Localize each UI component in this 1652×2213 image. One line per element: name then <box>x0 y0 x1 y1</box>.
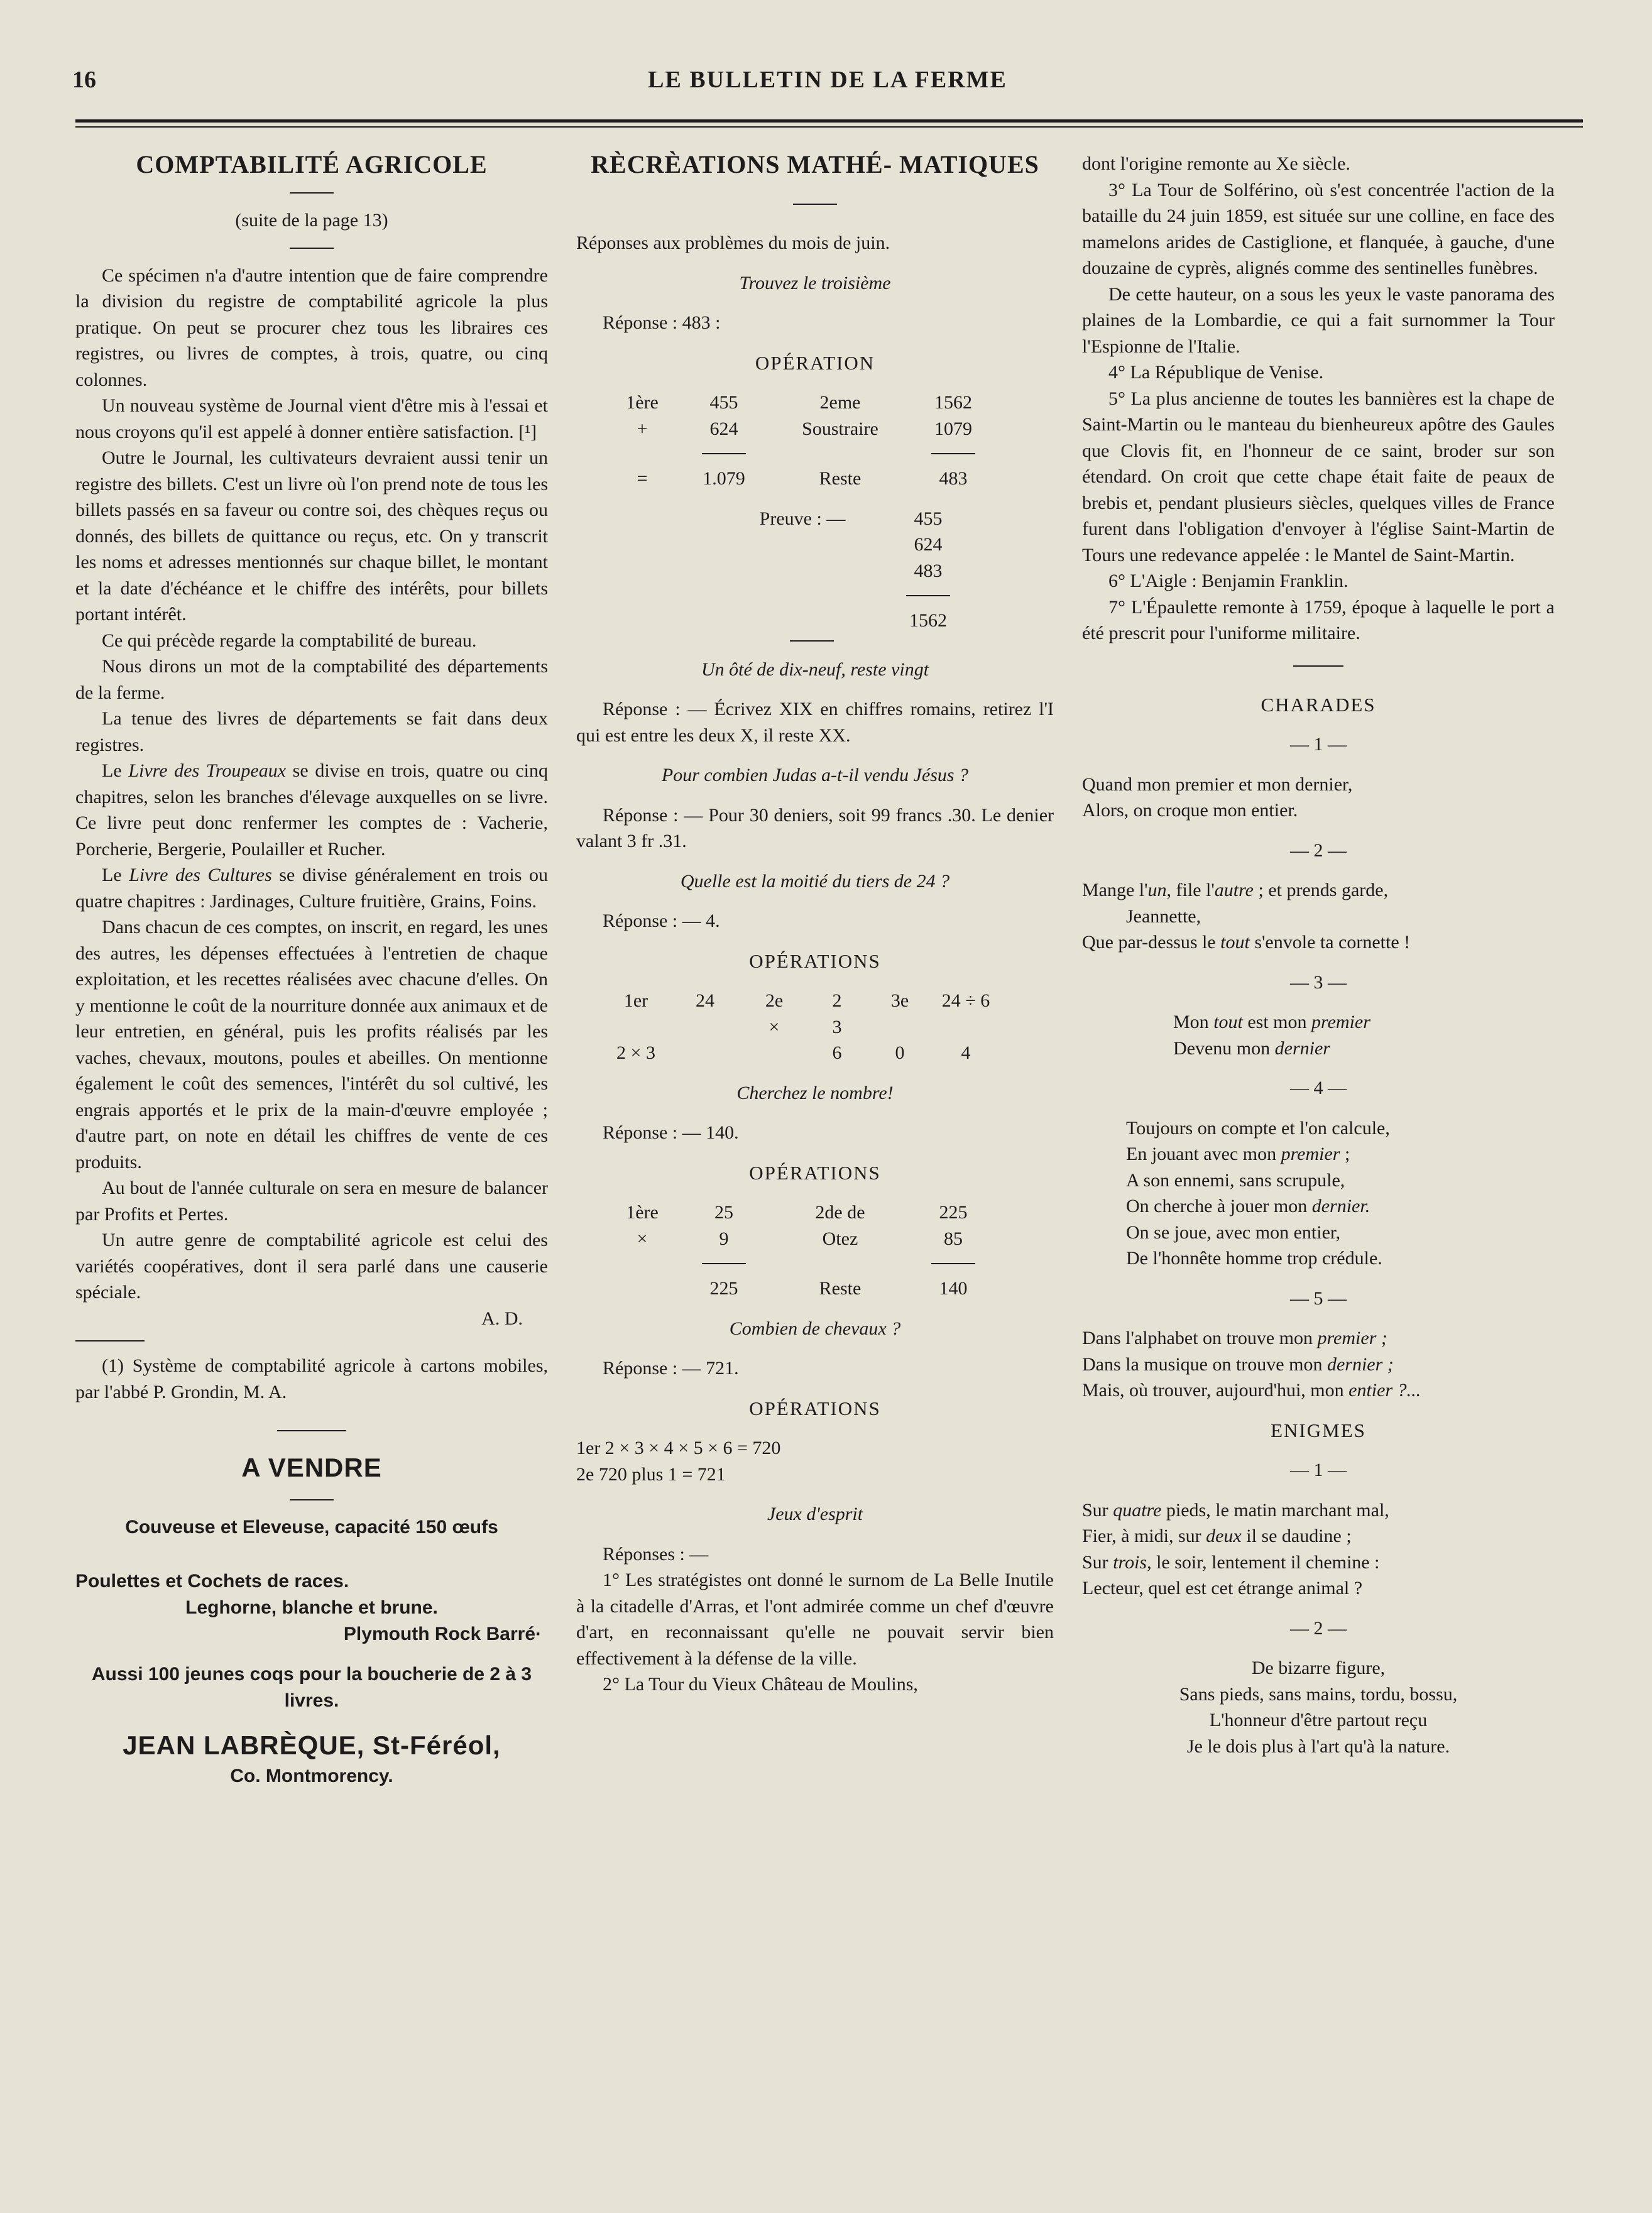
answer: Réponses : — <box>603 1543 709 1565</box>
footnote: (1) Système de comptabilité agricole à cartons mobiles, par l'abbé P. Grondin, M. A. <box>75 1355 548 1402</box>
article-title: COMPTABILITÉ AGRICOLE <box>136 150 488 178</box>
operation-heading: OPÉRATIONS <box>749 1397 881 1419</box>
separator <box>790 640 834 642</box>
section-heading: CHARADES <box>1261 693 1376 716</box>
column-jeux <box>1082 151 1555 1759</box>
operation-table: 1er 24 2e 2 3e 24 ÷ 6 × 3 2 × 3 6 0 4 <box>616 990 990 1063</box>
column-comptabilite <box>75 151 548 1790</box>
running-title: LE BULLETIN DE LA FERME <box>648 67 1007 93</box>
answer: Réponse : — 140. <box>603 1122 739 1143</box>
problem-title: Jeux d'esprit <box>767 1504 863 1524</box>
paragraph: Nous dirons un mot de la comptabilité des départements de la ferme. <box>75 656 548 703</box>
page-number: 16 <box>72 67 96 93</box>
answer: Réponse : 483 : <box>603 312 721 333</box>
operation-heading: OPÉRATION <box>755 351 875 374</box>
enigme-2: De bizarre figure, Sans pieds, sans mains, tordu, bossu, L'honneur d'être partout reçu Je le dois plus à l'art qu'à la nature. <box>1179 1658 1458 1757</box>
answer-item: 4° La République de Venise. <box>1108 362 1324 383</box>
answer: Réponse : — 721. <box>603 1358 739 1379</box>
ad-line: Aussi 100 jeunes coqs pour la boucherie de 2 à 3 livres. <box>91 1664 532 1711</box>
answer: Réponse : — Pour 30 deniers, soit 99 francs .30. Le denier valant 3 fr .31. <box>576 804 1054 851</box>
charade-2: Mange l'un, file l'autre ; et prends garde, Jeannette, Que par-dessus le tout s'envole ta cornette ! <box>1082 880 1411 953</box>
ad-line: Poulettes et Cochets de races. <box>75 1571 349 1592</box>
ad-seller-county: Co. Montmorency. <box>230 1766 393 1786</box>
answer-item: 2° La Tour du Vieux Château de Moulins, <box>603 1674 918 1695</box>
signature: A. D. <box>481 1308 523 1329</box>
answer-item: De cette hauteur, on a sous les yeux le vaste panorama des plaines de la Lombardie, ce qui a fait surnommer la Tour l'Espionne de l'Italie. <box>1082 283 1555 357</box>
paragraph: Outre le Journal, les cultivateurs devraient aussi tenir un registre des billets. C'est un livre où l'on prend note de tous les billets passés en sa faveur ou contre soi, des chèques reçus ou donnés, des billets de quittance ou reçus, etc. On y transcrit les noms et adresses mentionnés sur chaque billet, le montant et la date d'échéance et le chiffre des intérêts, pour billets portant intérêt. <box>75 447 548 625</box>
answer-item: 3° La Tour de Solférino, où s'est concentrée l'action de la bataille du 24 juin 1859, est située sur une colline, en face des mamelons arides de Castiglione, et flanquée, à gauche, d'une douzaine de cyprès, alignés comme des sentinelles funèbres. <box>1082 179 1555 278</box>
paragraph: Ce spécimen n'a d'autre intention que de faire comprendre la division du registre de comptabilité agricole la plus pratique. On peut se procurer chez tous les libraires ces registres, ou livres de comptes, à trois, quatre, ou cinq colonnes. <box>75 265 548 390</box>
intro: Réponses aux problèmes du mois de juin. <box>576 232 890 253</box>
header-rule <box>75 119 1583 123</box>
operation-table: 1ère 25 2de de 225 × 9 Otez 85 225 Reste 140 <box>601 1199 1054 1302</box>
ad-title: A VENDRE <box>241 1453 382 1482</box>
enigme-1: Sur quatre pieds, le matin marchant mal, Fier, à midi, sur deux il se daudine ; Sur trois, le soir, lentement il chemine : Lecteur, quel est cet étrange animal ? <box>1082 1499 1389 1598</box>
paragraph: Un autre genre de comptabilité agricole est celui des variétés coopératives, dont il sera parlé dans une causerie spéciale. <box>75 1230 548 1303</box>
article-subtitle: (suite de la page 13) <box>235 210 388 231</box>
separator <box>793 204 837 205</box>
answer-item: 1° Les stratégistes ont donné le surnom de La Belle Inutile à la citadelle d'Arras, et l'ont admirée comme un chef d'œuvre d'art, en reconnaissant qu'elle ne pouvait servir bien effectivement à la défense de la ville. <box>576 1570 1054 1669</box>
paragraph-cultures: Le Livre des Cultures se divise généralement en trois ou quatre chapitres : Jardinages, Culture fruitière, Grains, Foins. <box>75 865 549 912</box>
continuation: dont l'origine remonte au Xe siècle. <box>1082 153 1350 174</box>
paragraph: Un nouveau système de Journal vient d'être mis à l'essai et nous croyons qu'il est appelé à donner entière satisfaction. [¹] <box>75 395 548 442</box>
answer: Réponse : — Écrivez XIX en chiffres romains, retirez l'I qui est entre les deux X, il reste XX. <box>576 699 1054 746</box>
item-number: — 3 — <box>1290 971 1347 993</box>
answer-item: 6° L'Aigle : Benjamin Franklin. <box>1108 571 1348 591</box>
separator <box>1293 665 1343 667</box>
problem-title: Trouvez le troisième <box>739 272 891 293</box>
ad-line: Plymouth Rock Barré· <box>343 1624 542 1644</box>
operation-line: 1er 2 × 3 × 4 × 5 × 6 = 720 <box>576 1438 781 1458</box>
problem-title: Pour combien Judas a-t-il vendu Jésus ? <box>661 765 969 785</box>
column-recreations <box>576 151 1054 1698</box>
paragraph: La tenue des livres de départements se fait dans deux registres. <box>75 708 548 755</box>
answer-item: 5° La plus ancienne de toutes les bannières est la chape de Saint-Martin ou le manteau du bienheureux apôtre des Gaules que Clovis fit, en l'honneur de ce saint, broder sur son étendard. On croit que cette chape était faite de peaux de brebis et, pendant plusieurs siècles, quelques villes de France furent dans l'obligation d'envoyer à l'église Saint-Martin de Tours une redevance appelée : le Mantel de Saint-Martin. <box>1082 388 1555 566</box>
footnote-rule <box>75 1340 145 1341</box>
item-number: — 5 — <box>1290 1287 1347 1309</box>
ad-line: Leghorne, blanche et brune. <box>185 1597 438 1618</box>
operation-table: 1ère 455 2eme 1562 + 624 Soustraire 1079 = 1.079 Reste 483 <box>601 390 1054 492</box>
separator <box>290 1499 334 1500</box>
charade-5: Dans l'alphabet on trouve mon premier ; Dans la musique on trouve mon dernier ; Mais, où trouver, aujourd'hui, mon entier ?... <box>1082 1328 1421 1401</box>
operation-line: 2e 720 plus 1 = 721 <box>576 1463 726 1485</box>
item-number: — 1 — <box>1290 734 1347 755</box>
paragraph: Ce qui précède regarde la comptabilité de bureau. <box>102 630 477 651</box>
ad-line: Couveuse et Eleveuse, capacité 150 œufs <box>125 1517 498 1538</box>
advertisement <box>75 1450 548 1790</box>
ad-seller: JEAN LABRÈQUE, St-Féréol, <box>123 1730 501 1760</box>
item-number: — 4 — <box>1290 1078 1347 1098</box>
answer-item: 7° L'Épaulette remonte à 1759, époque à laquelle le port a été prescrit pour l'uniforme militaire. <box>1082 596 1555 643</box>
problem-title: Combien de chevaux ? <box>729 1318 901 1339</box>
header-rule-thin <box>75 126 1583 128</box>
charade-1: Quand mon premier et mon dernier, Alors, on croque mon entier. <box>1082 773 1353 821</box>
page-header <box>72 66 1583 104</box>
problem-title: Cherchez le nombre! <box>736 1082 894 1103</box>
paragraph: Dans chacun de ces comptes, on inscrit, en regard, les unes des autres, les dépenses effectuées à l'entretien de chaque exploitation, et les recettes réalisées avec chacune d'elles. On y mentionne le coût de la nourriture donnée aux animaux et de leur entretien, en général, puis les profits réalisés par les vaches, chevaux, moutons, poules et abeilles. On mentionne également le coût des semences, l'intérêt du sol cultivé, les engrais apportés et le prix de la main-d'œuvre employée ; d'autre part, on note en détail les chiffres de vente de ces produits. <box>75 917 548 1172</box>
problem-title: Quelle est la moitié du tiers de 24 ? <box>680 870 950 892</box>
article-title: RÈCRÈATIONS MATHÉ- MATIQUES <box>591 150 1039 178</box>
paragraph-troupeaux: Le Livre des Troupeaux se divise en trois, quatre ou cinq chapitres, selon les branches d'élevage auxquelles on se livre. Ce livre peut donc renfermer les comptes de : Vacherie, Porcherie, Bergerie, Poulailler et Rucher. <box>75 760 548 860</box>
item-number: — 1 — <box>1290 1460 1347 1480</box>
operation-heading: OPÉRATIONS <box>749 1161 881 1184</box>
operation-heading: OPÉRATIONS <box>749 949 881 972</box>
separator <box>290 192 334 194</box>
item-number: — 2 — <box>1290 839 1347 861</box>
section-heading: ENIGMES <box>1271 1419 1366 1441</box>
answer: Réponse : — 4. <box>603 910 720 931</box>
separator <box>290 248 334 249</box>
problem-title: Un ôté de dix-neuf, reste vingt <box>701 658 929 680</box>
item-number: — 2 — <box>1290 1617 1347 1639</box>
charade-4: Toujours on compte et l'on calcule, En jouant avec mon premier ; A son ennemi, sans scrupule, On cherche à jouer mon dernier. On se joue, avec mon entier, De l'honnête homme trop crédule. <box>1126 1117 1390 1269</box>
paragraph: Au bout de l'année culturale on sera en mesure de balancer par Profits et Pertes. <box>75 1178 548 1225</box>
proof-table: Preuve : — 455 624 483 1562 <box>721 506 1054 634</box>
charade-3: Mon tout est mon premier Devenu mon dernier <box>1173 1012 1370 1059</box>
separator <box>277 1430 346 1431</box>
